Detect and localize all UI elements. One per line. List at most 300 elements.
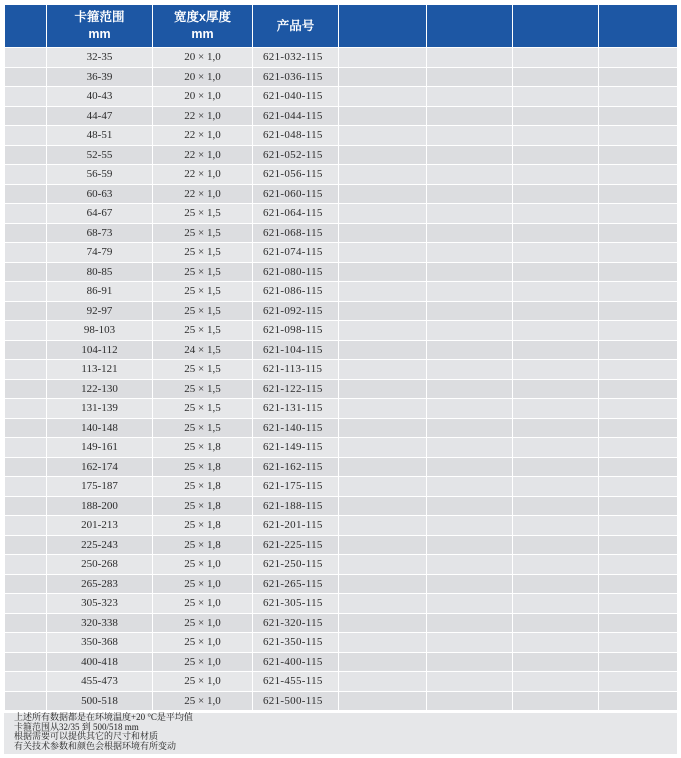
size-cell: 22 × 1,0 <box>153 126 253 146</box>
empty-cell <box>599 672 678 692</box>
product-code-cell: 621-040-115 <box>253 87 339 107</box>
empty-cell <box>427 48 513 68</box>
size-cell: 25 × 1,5 <box>153 243 253 263</box>
empty-cell <box>427 633 513 653</box>
row-blank-cell <box>5 672 47 692</box>
range-cell: 80-85 <box>47 262 153 282</box>
product-code-cell: 621-098-115 <box>253 321 339 341</box>
table-row <box>5 48 678 68</box>
range-cell: 32-35 <box>47 48 153 68</box>
empty-cell <box>339 457 427 477</box>
table-row <box>5 145 678 165</box>
product-code-cell: 621-500-115 <box>253 691 339 711</box>
size-cell: 25 × 1,0 <box>153 594 253 614</box>
row-blank-cell <box>5 438 47 458</box>
empty-cell <box>599 535 678 555</box>
size-cell: 25 × 1,8 <box>153 438 253 458</box>
size-cell: 25 × 1,0 <box>153 613 253 633</box>
table-row <box>5 418 678 438</box>
range-cell: 265-283 <box>47 574 153 594</box>
empty-cell <box>339 106 427 126</box>
header-cell-blank <box>5 5 47 48</box>
size-cell: 25 × 1,8 <box>153 516 253 536</box>
header-size-label: 宽度x厚度 <box>174 10 231 24</box>
row-blank-cell <box>5 457 47 477</box>
range-cell: 86-91 <box>47 282 153 302</box>
empty-cell <box>339 243 427 263</box>
size-cell: 25 × 1,5 <box>153 301 253 321</box>
empty-cell <box>599 496 678 516</box>
table-row <box>5 204 678 224</box>
table-body <box>5 48 678 711</box>
empty-cell <box>339 301 427 321</box>
empty-cell <box>599 594 678 614</box>
range-cell: 149-161 <box>47 438 153 458</box>
row-blank-cell <box>5 184 47 204</box>
empty-cell <box>599 145 678 165</box>
empty-cell <box>599 301 678 321</box>
empty-cell <box>599 243 678 263</box>
empty-cell <box>339 340 427 360</box>
empty-cell <box>599 418 678 438</box>
empty-cell <box>427 243 513 263</box>
header-size-unit: mm <box>191 27 214 41</box>
range-cell: 44-47 <box>47 106 153 126</box>
product-code-cell: 621-032-115 <box>253 48 339 68</box>
empty-cell <box>339 418 427 438</box>
table-row <box>5 184 678 204</box>
empty-cell <box>513 126 599 146</box>
empty-cell <box>599 555 678 575</box>
size-cell: 25 × 1,5 <box>153 282 253 302</box>
range-cell: 201-213 <box>47 516 153 536</box>
table-row <box>5 457 678 477</box>
size-cell: 22 × 1,0 <box>153 184 253 204</box>
range-cell: 40-43 <box>47 87 153 107</box>
table-row <box>5 516 678 536</box>
empty-cell <box>599 633 678 653</box>
empty-cell <box>339 145 427 165</box>
size-cell: 25 × 1,8 <box>153 535 253 555</box>
product-code-cell: 621-149-115 <box>253 438 339 458</box>
empty-cell <box>513 652 599 672</box>
empty-cell <box>513 535 599 555</box>
header-range-label: 卡箍范围 <box>74 10 125 24</box>
table-row <box>5 652 678 672</box>
row-blank-cell <box>5 321 47 341</box>
empty-cell <box>427 165 513 185</box>
table-row <box>5 282 678 302</box>
product-code-cell: 621-092-115 <box>253 301 339 321</box>
product-code-cell: 621-162-115 <box>253 457 339 477</box>
empty-cell <box>513 243 599 263</box>
empty-cell <box>427 457 513 477</box>
empty-cell <box>599 438 678 458</box>
product-code-cell: 621-064-115 <box>253 204 339 224</box>
empty-cell <box>339 535 427 555</box>
row-blank-cell <box>5 594 47 614</box>
empty-cell <box>599 67 678 87</box>
empty-cell <box>339 652 427 672</box>
table-row <box>5 613 678 633</box>
empty-cell <box>513 360 599 380</box>
product-code-cell: 621-188-115 <box>253 496 339 516</box>
product-code-cell: 621-265-115 <box>253 574 339 594</box>
empty-cell <box>599 223 678 243</box>
empty-cell <box>427 301 513 321</box>
empty-cell <box>339 691 427 711</box>
empty-cell <box>339 496 427 516</box>
empty-cell <box>513 262 599 282</box>
table-row <box>5 360 678 380</box>
empty-cell <box>427 691 513 711</box>
row-blank-cell <box>5 535 47 555</box>
range-cell: 305-323 <box>47 594 153 614</box>
size-cell: 25 × 1,5 <box>153 223 253 243</box>
empty-cell <box>339 321 427 341</box>
size-cell: 22 × 1,0 <box>153 165 253 185</box>
empty-cell <box>427 477 513 497</box>
empty-cell <box>599 360 678 380</box>
empty-cell <box>427 516 513 536</box>
range-cell: 98-103 <box>47 321 153 341</box>
table-row <box>5 477 678 497</box>
row-blank-cell <box>5 477 47 497</box>
empty-cell <box>599 574 678 594</box>
empty-cell <box>513 184 599 204</box>
empty-cell <box>599 457 678 477</box>
range-cell: 188-200 <box>47 496 153 516</box>
product-code-cell: 621-074-115 <box>253 243 339 263</box>
header-range <box>47 5 153 48</box>
empty-cell <box>513 145 599 165</box>
product-code-cell: 621-048-115 <box>253 126 339 146</box>
size-cell: 22 × 1,0 <box>153 106 253 126</box>
range-cell: 400-418 <box>47 652 153 672</box>
empty-cell <box>427 496 513 516</box>
range-cell: 350-368 <box>47 633 153 653</box>
row-blank-cell <box>5 87 47 107</box>
header-row <box>5 5 678 48</box>
empty-cell <box>599 652 678 672</box>
size-cell: 20 × 1,0 <box>153 67 253 87</box>
row-blank-cell <box>5 399 47 419</box>
row-blank-cell <box>5 418 47 438</box>
size-cell: 25 × 1,0 <box>153 555 253 575</box>
product-code-cell: 621-056-115 <box>253 165 339 185</box>
size-cell: 25 × 1,5 <box>153 262 253 282</box>
empty-cell <box>599 399 678 419</box>
table-row <box>5 379 678 399</box>
product-code-cell: 621-455-115 <box>253 672 339 692</box>
row-blank-cell <box>5 223 47 243</box>
header-extra-3 <box>513 5 599 48</box>
empty-cell <box>427 574 513 594</box>
range-cell: 320-338 <box>47 613 153 633</box>
product-code-cell: 621-225-115 <box>253 535 339 555</box>
empty-cell <box>513 516 599 536</box>
empty-cell <box>513 418 599 438</box>
range-cell: 500-518 <box>47 691 153 711</box>
table-row <box>5 106 678 126</box>
product-code-cell: 621-350-115 <box>253 633 339 653</box>
product-code-cell: 621-060-115 <box>253 184 339 204</box>
empty-cell <box>599 184 678 204</box>
empty-cell <box>513 204 599 224</box>
size-cell: 25 × 1,8 <box>153 477 253 497</box>
product-code-cell: 621-400-115 <box>253 652 339 672</box>
empty-cell <box>513 223 599 243</box>
empty-cell <box>427 613 513 633</box>
range-cell: 113-121 <box>47 360 153 380</box>
product-code-cell: 621-052-115 <box>253 145 339 165</box>
empty-cell <box>599 204 678 224</box>
empty-cell <box>513 67 599 87</box>
product-code-cell: 621-044-115 <box>253 106 339 126</box>
empty-cell <box>599 379 678 399</box>
product-code-cell: 621-068-115 <box>253 223 339 243</box>
empty-cell <box>599 516 678 536</box>
row-blank-cell <box>5 262 47 282</box>
product-code-cell: 621-320-115 <box>253 613 339 633</box>
empty-cell <box>427 262 513 282</box>
empty-cell <box>513 106 599 126</box>
empty-cell <box>339 184 427 204</box>
size-cell: 25 × 1,5 <box>153 321 253 341</box>
size-cell: 25 × 1,5 <box>153 399 253 419</box>
size-cell: 25 × 1,0 <box>153 672 253 692</box>
empty-cell <box>339 165 427 185</box>
empty-cell <box>513 633 599 653</box>
table-row <box>5 496 678 516</box>
range-cell: 56-59 <box>47 165 153 185</box>
size-cell: 20 × 1,0 <box>153 48 253 68</box>
row-blank-cell <box>5 496 47 516</box>
range-cell: 225-243 <box>47 535 153 555</box>
row-blank-cell <box>5 243 47 263</box>
row-blank-cell <box>5 48 47 68</box>
row-blank-cell <box>5 633 47 653</box>
empty-cell <box>339 67 427 87</box>
empty-cell <box>599 613 678 633</box>
empty-cell <box>513 379 599 399</box>
empty-cell <box>427 223 513 243</box>
empty-cell <box>339 87 427 107</box>
empty-cell <box>427 555 513 575</box>
empty-cell <box>427 106 513 126</box>
product-code-cell: 621-122-115 <box>253 379 339 399</box>
table-row <box>5 691 678 711</box>
table-row <box>5 438 678 458</box>
size-cell: 25 × 1,5 <box>153 418 253 438</box>
empty-cell <box>427 145 513 165</box>
size-cell: 20 × 1,0 <box>153 87 253 107</box>
product-code-cell: 621-250-115 <box>253 555 339 575</box>
empty-cell <box>513 672 599 692</box>
table-row <box>5 262 678 282</box>
range-cell: 64-67 <box>47 204 153 224</box>
table-row <box>5 126 678 146</box>
range-cell: 104-112 <box>47 340 153 360</box>
empty-cell <box>599 262 678 282</box>
row-blank-cell <box>5 555 47 575</box>
empty-cell <box>599 165 678 185</box>
empty-cell <box>427 282 513 302</box>
range-cell: 68-73 <box>47 223 153 243</box>
empty-cell <box>339 633 427 653</box>
empty-cell <box>339 574 427 594</box>
row-blank-cell <box>5 340 47 360</box>
row-blank-cell <box>5 106 47 126</box>
empty-cell <box>599 87 678 107</box>
empty-cell <box>339 399 427 419</box>
clamp-spec-table <box>4 4 678 711</box>
row-blank-cell <box>5 165 47 185</box>
row-blank-cell <box>5 691 47 711</box>
range-cell: 122-130 <box>47 379 153 399</box>
table-row <box>5 321 678 341</box>
range-cell: 52-55 <box>47 145 153 165</box>
note-line: 有关技术参数和颜色会根据环境有所变动 <box>14 740 177 751</box>
range-cell: 74-79 <box>47 243 153 263</box>
size-cell: 25 × 1,8 <box>153 496 253 516</box>
product-code-cell: 621-201-115 <box>253 516 339 536</box>
row-blank-cell <box>5 360 47 380</box>
empty-cell <box>339 379 427 399</box>
table-row <box>5 165 678 185</box>
empty-cell <box>339 516 427 536</box>
empty-cell <box>339 477 427 497</box>
empty-cell <box>427 672 513 692</box>
size-cell: 25 × 1,0 <box>153 652 253 672</box>
header-code <box>253 5 339 48</box>
empty-cell <box>599 691 678 711</box>
empty-cell <box>513 438 599 458</box>
empty-cell <box>427 67 513 87</box>
size-cell: 25 × 1,8 <box>153 457 253 477</box>
product-code-cell: 621-175-115 <box>253 477 339 497</box>
empty-cell <box>599 477 678 497</box>
empty-cell <box>339 360 427 380</box>
row-blank-cell <box>5 301 47 321</box>
row-blank-cell <box>5 516 47 536</box>
empty-cell <box>427 379 513 399</box>
empty-cell <box>513 555 599 575</box>
range-cell: 140-148 <box>47 418 153 438</box>
header-extra-2 <box>427 5 513 48</box>
table-row <box>5 535 678 555</box>
table-row <box>5 223 678 243</box>
product-code-cell: 621-131-115 <box>253 399 339 419</box>
size-cell: 25 × 1,0 <box>153 633 253 653</box>
empty-cell <box>339 594 427 614</box>
empty-cell <box>513 165 599 185</box>
empty-cell <box>513 594 599 614</box>
empty-cell <box>599 321 678 341</box>
empty-cell <box>427 652 513 672</box>
header-size <box>153 5 253 48</box>
note-line: 根据需要可以提供其它的尺寸和材质 <box>14 731 159 742</box>
table-row <box>5 574 678 594</box>
empty-cell <box>513 477 599 497</box>
table-row <box>5 399 678 419</box>
empty-cell <box>599 340 678 360</box>
note-line: 卡箍范围从32/35 到 500/518 mm <box>14 721 139 732</box>
empty-cell <box>513 48 599 68</box>
table-row <box>5 301 678 321</box>
row-blank-cell <box>5 379 47 399</box>
empty-cell <box>339 672 427 692</box>
header-extra-4 <box>599 5 678 48</box>
table-row <box>5 87 678 107</box>
size-cell: 25 × 1,0 <box>153 691 253 711</box>
empty-cell <box>427 321 513 341</box>
empty-cell <box>427 438 513 458</box>
empty-cell <box>339 262 427 282</box>
empty-cell <box>513 457 599 477</box>
range-cell: 162-174 <box>47 457 153 477</box>
size-cell: 24 × 1,5 <box>153 340 253 360</box>
table-row <box>5 340 678 360</box>
empty-cell <box>339 438 427 458</box>
empty-cell <box>427 340 513 360</box>
range-cell: 60-63 <box>47 184 153 204</box>
range-cell: 36-39 <box>47 67 153 87</box>
size-cell: 25 × 1,5 <box>153 360 253 380</box>
empty-cell <box>599 282 678 302</box>
empty-cell <box>599 48 678 68</box>
empty-cell <box>339 48 427 68</box>
product-code-cell: 621-104-115 <box>253 340 339 360</box>
empty-cell <box>513 87 599 107</box>
empty-cell <box>513 613 599 633</box>
product-code-cell: 621-305-115 <box>253 594 339 614</box>
product-code-cell: 621-086-115 <box>253 282 339 302</box>
empty-cell <box>427 126 513 146</box>
notes-block <box>4 713 677 754</box>
empty-cell <box>513 301 599 321</box>
empty-cell <box>339 126 427 146</box>
size-cell: 25 × 1,5 <box>153 379 253 399</box>
table-row <box>5 243 678 263</box>
range-cell: 92-97 <box>47 301 153 321</box>
size-cell: 25 × 1,5 <box>153 204 253 224</box>
empty-cell <box>427 204 513 224</box>
empty-cell <box>599 106 678 126</box>
table-row <box>5 67 678 87</box>
empty-cell <box>513 399 599 419</box>
row-blank-cell <box>5 574 47 594</box>
product-code-cell: 621-113-115 <box>253 360 339 380</box>
header-extra-1 <box>339 5 427 48</box>
empty-cell <box>513 496 599 516</box>
size-cell: 22 × 1,0 <box>153 145 253 165</box>
table-row <box>5 555 678 575</box>
product-code-cell: 621-140-115 <box>253 418 339 438</box>
row-blank-cell <box>5 613 47 633</box>
header-code-label: 产品号 <box>276 18 315 33</box>
row-blank-cell <box>5 126 47 146</box>
row-blank-cell <box>5 145 47 165</box>
empty-cell <box>513 340 599 360</box>
empty-cell <box>427 87 513 107</box>
range-cell: 131-139 <box>47 399 153 419</box>
range-cell: 455-473 <box>47 672 153 692</box>
empty-cell <box>427 399 513 419</box>
empty-cell <box>339 613 427 633</box>
product-code-cell: 621-036-115 <box>253 67 339 87</box>
row-blank-cell <box>5 67 47 87</box>
